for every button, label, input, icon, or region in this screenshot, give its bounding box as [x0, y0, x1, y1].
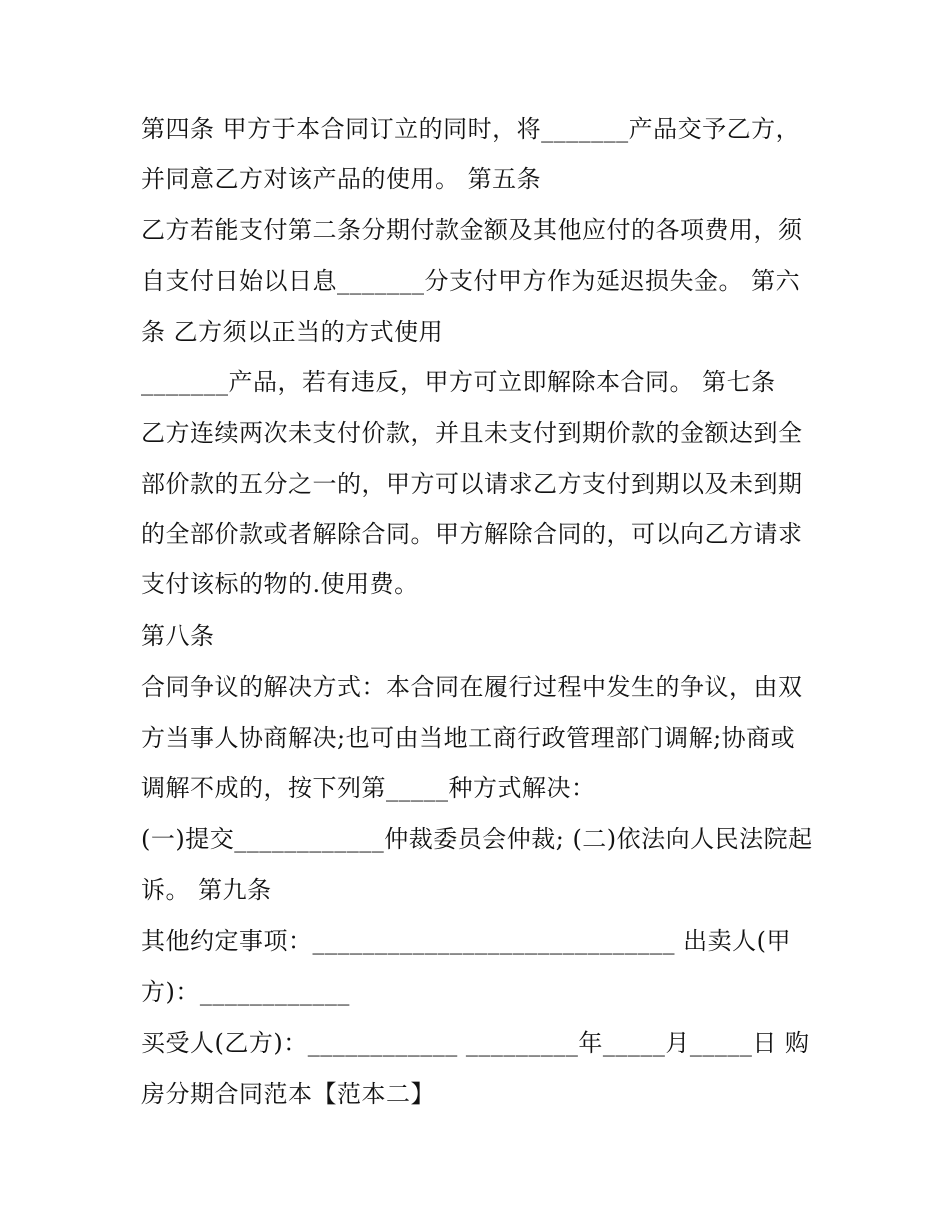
- text-line-1: 第四条 甲方于本合同订立的同时，将_______产品交予乙方，: [141, 115, 801, 143]
- text-line-7: 乙方连续两次未支付价款，并且未支付到期价款的金额达到全: [141, 419, 803, 447]
- text-line-16: 诉。 第九条: [141, 876, 272, 904]
- text-line-5: 条 乙方须以正当的方式使用: [141, 318, 444, 346]
- text-line-17: 其他约定事项：_____________________________ 出卖人(甲: [141, 927, 791, 955]
- text-line-15: (一)提交____________仲裁委员会仲裁; (二)依法向人民法院起: [141, 825, 813, 853]
- text-line-3: 乙方若能支付第二条分期付款金额及其他应付的各项费用，须: [141, 216, 803, 244]
- text-line-20: 房分期合同范本【范本二】: [141, 1080, 435, 1108]
- section-heading: 第八条: [141, 622, 215, 650]
- text-line-13: 方当事人协商解决;也可由当地工商行政管理部门调解;协商或: [141, 724, 796, 752]
- text-line-4: 自支付日始以日息_______分支付甲方作为延迟损失金。 第六: [141, 267, 801, 295]
- text-line-18: 方)：____________: [141, 978, 350, 1006]
- text-line-10: 支付该标的物的.使用费。: [141, 570, 419, 598]
- text-line-12: 合同争议的解决方式：本合同在履行过程中发生的争议，由双: [141, 673, 803, 701]
- text-line-6: _______产品，若有违反，甲方可立即解除本合同。 第七条: [141, 368, 776, 396]
- text-line-9: 的全部价款或者解除合同。甲方解除合同的，可以向乙方请求: [141, 520, 803, 548]
- text-line-2: 并同意乙方对该产品的使用。 第五条: [141, 165, 542, 193]
- text-line-19: 买受人(乙方)：____________ _________年_____月_____日 购: [141, 1029, 810, 1057]
- text-line-14: 调解不成的，按下列第_____种方式解决：: [141, 774, 596, 802]
- text-line-8: 部价款的五分之一的，甲方可以请求乙方支付到期以及未到期: [141, 470, 803, 498]
